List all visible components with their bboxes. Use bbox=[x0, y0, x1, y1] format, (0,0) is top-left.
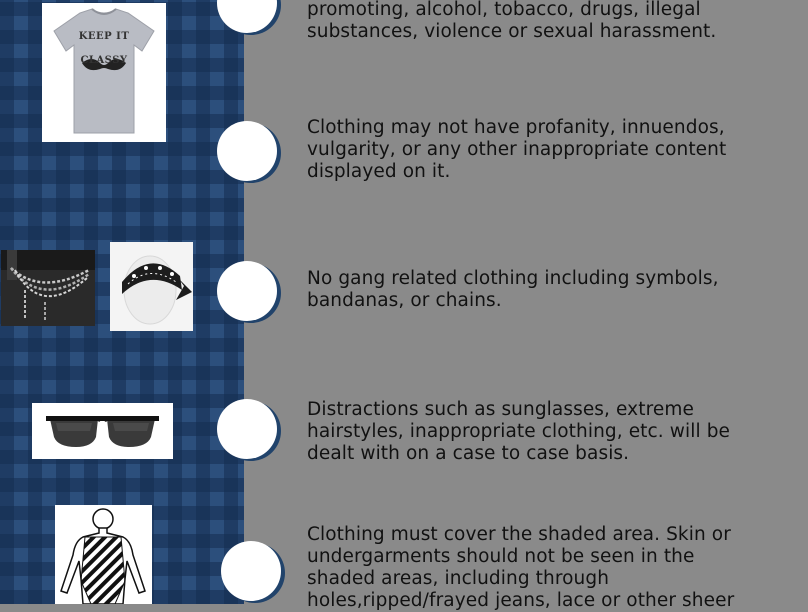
rule-text-3: No gang related clothing including symbols, bandanas, or chains. bbox=[307, 268, 719, 311]
bandana-image bbox=[110, 242, 193, 331]
rule-text-5: Clothing must cover the shaded area. Skin or undergarments should not be seen in the shaded areas, including through holes,ripped/frayed jeans, lace or other sheer bbox=[307, 524, 735, 611]
rule-text-4: Distractions such as sunglasses, extreme hairstyles, inappropriate clothing, etc. will be dealt with on a case to case basis. bbox=[307, 399, 731, 464]
sunglasses-image bbox=[32, 403, 173, 459]
chains-image bbox=[1, 250, 95, 326]
body-coverage-diagram-image bbox=[55, 505, 152, 604]
rule-bullet-4 bbox=[217, 399, 277, 459]
rule-text-1: promoting, alcohol, tobacco, drugs, illegal substances, violence or sexual harassment. bbox=[307, 0, 717, 42]
tshirt-text-line2: CLASSY bbox=[80, 55, 128, 66]
rule-bullet-3 bbox=[217, 261, 277, 321]
rule-text-2: Clothing may not have profanity, innuendos, vulgarity, or any other inappropriate content displayed on it. bbox=[307, 117, 727, 182]
tshirt-text-line1: KEEP IT bbox=[78, 31, 130, 42]
plaid-image-panel bbox=[0, 0, 244, 604]
rule-bullet-5 bbox=[221, 541, 281, 601]
keep-it-classy-tshirt-image bbox=[42, 3, 166, 142]
rule-bullet-2 bbox=[217, 121, 277, 181]
